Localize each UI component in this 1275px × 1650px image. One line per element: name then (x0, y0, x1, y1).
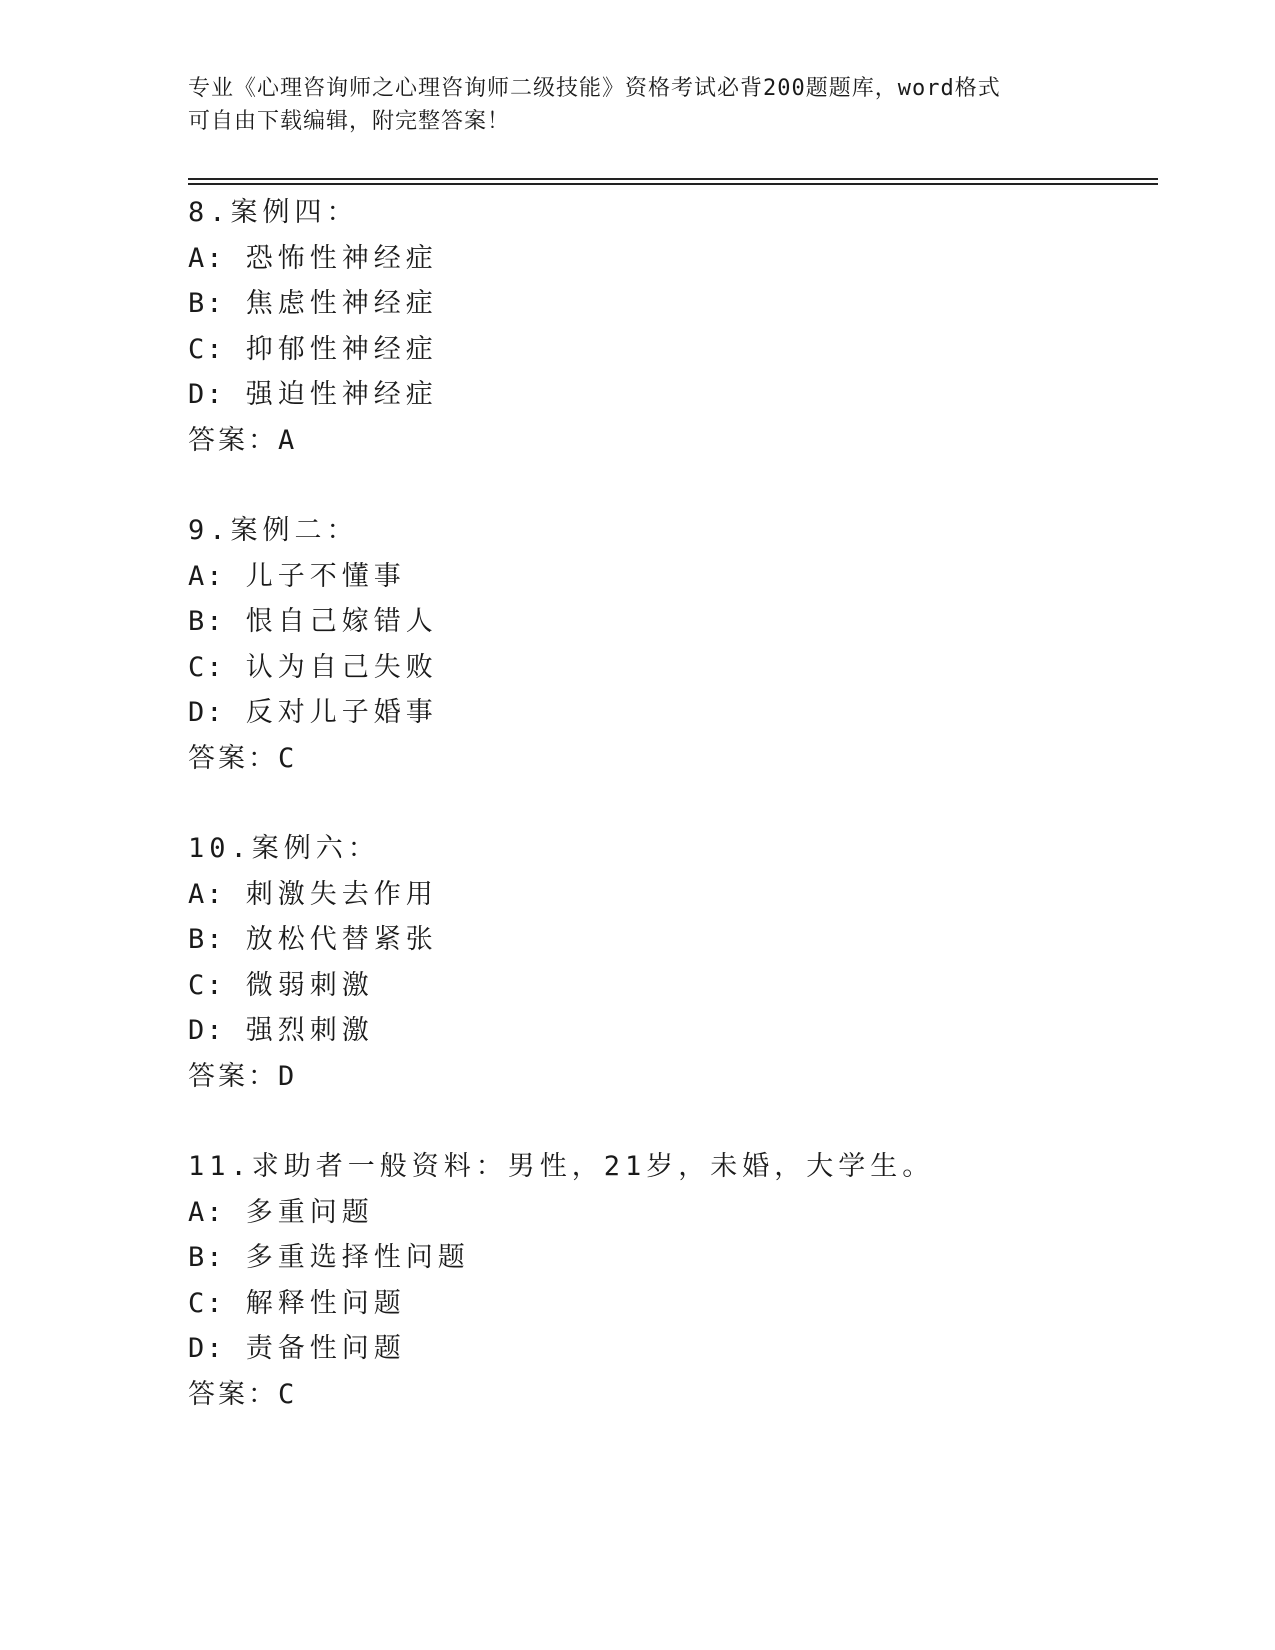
question-stem: 9.案例二： (188, 515, 359, 546)
option-a (188, 236, 1148, 282)
header-divider-bottom (188, 183, 1158, 185)
option-c (188, 645, 1148, 691)
option-text: 多重问题 (245, 1196, 374, 1228)
option-b (188, 599, 1148, 645)
question-item (188, 508, 1148, 781)
option-letter: D: (188, 1333, 225, 1364)
option-c (188, 327, 1148, 373)
option-text: 多重选择性问题 (245, 1242, 470, 1273)
option-text: 刺激失去作用 (245, 878, 438, 910)
option-letter: B: (188, 288, 225, 319)
document-header (188, 72, 1088, 138)
option-b (188, 1235, 1148, 1281)
option-a (188, 554, 1148, 600)
question-stem: 11.求助者一般资料：男性，21岁，未婚，大学生。 (188, 1151, 935, 1182)
option-b (188, 281, 1148, 327)
question-list (188, 190, 1148, 1462)
header-title-line-2: 可自由下载编辑，附完整答案！ (188, 109, 511, 134)
question-item (188, 190, 1148, 463)
answer-line: 答案：A (188, 424, 298, 456)
option-letter: A: (188, 878, 225, 910)
option-d (188, 1326, 1148, 1372)
option-letter: C: (188, 651, 225, 683)
answer-line: 答案：C (188, 1378, 298, 1410)
option-d (188, 1008, 1148, 1054)
option-d (188, 690, 1148, 736)
option-text: 放松代替紧张 (245, 924, 438, 955)
question-item (188, 826, 1148, 1099)
option-text: 恨自己嫁错人 (245, 606, 438, 637)
option-b (188, 917, 1148, 963)
answer-line: 答案：C (188, 742, 298, 774)
option-c (188, 963, 1148, 1009)
question-stem: 10.案例六： (188, 833, 380, 864)
header-title-line-1: 专业《心理咨询师之心理咨询师二级技能》资格考试必背200题题库，word格式 (188, 76, 1001, 101)
option-letter: C: (188, 969, 225, 1001)
option-letter: B: (188, 1242, 225, 1273)
option-a (188, 1190, 1148, 1236)
option-text: 恐怖性神经症 (245, 242, 438, 274)
option-text: 抑郁性神经症 (245, 333, 438, 365)
option-text: 强迫性神经症 (245, 379, 438, 410)
option-letter: C: (188, 333, 225, 365)
question-item (188, 1144, 1148, 1417)
question-stem: 8.案例四： (188, 197, 359, 228)
option-text: 强烈刺激 (245, 1015, 374, 1046)
option-text: 认为自己失败 (245, 651, 438, 683)
option-letter: D: (188, 697, 225, 728)
option-text: 儿子不懂事 (245, 560, 406, 592)
option-letter: D: (188, 379, 225, 410)
option-d (188, 372, 1148, 418)
option-letter: B: (188, 924, 225, 955)
option-text: 解释性问题 (245, 1287, 406, 1319)
option-c (188, 1281, 1148, 1327)
option-letter: A: (188, 560, 225, 592)
option-a (188, 872, 1148, 918)
option-letter: A: (188, 1196, 225, 1228)
option-text: 微弱刺激 (245, 969, 374, 1001)
header-divider-top (188, 178, 1158, 180)
option-letter: D: (188, 1015, 225, 1046)
option-letter: B: (188, 606, 225, 637)
option-text: 反对儿子婚事 (245, 697, 438, 728)
option-letter: A: (188, 242, 225, 274)
answer-line: 答案：D (188, 1060, 298, 1092)
option-text: 焦虑性神经症 (245, 288, 438, 319)
option-text: 责备性问题 (245, 1333, 406, 1364)
option-letter: C: (188, 1287, 225, 1319)
